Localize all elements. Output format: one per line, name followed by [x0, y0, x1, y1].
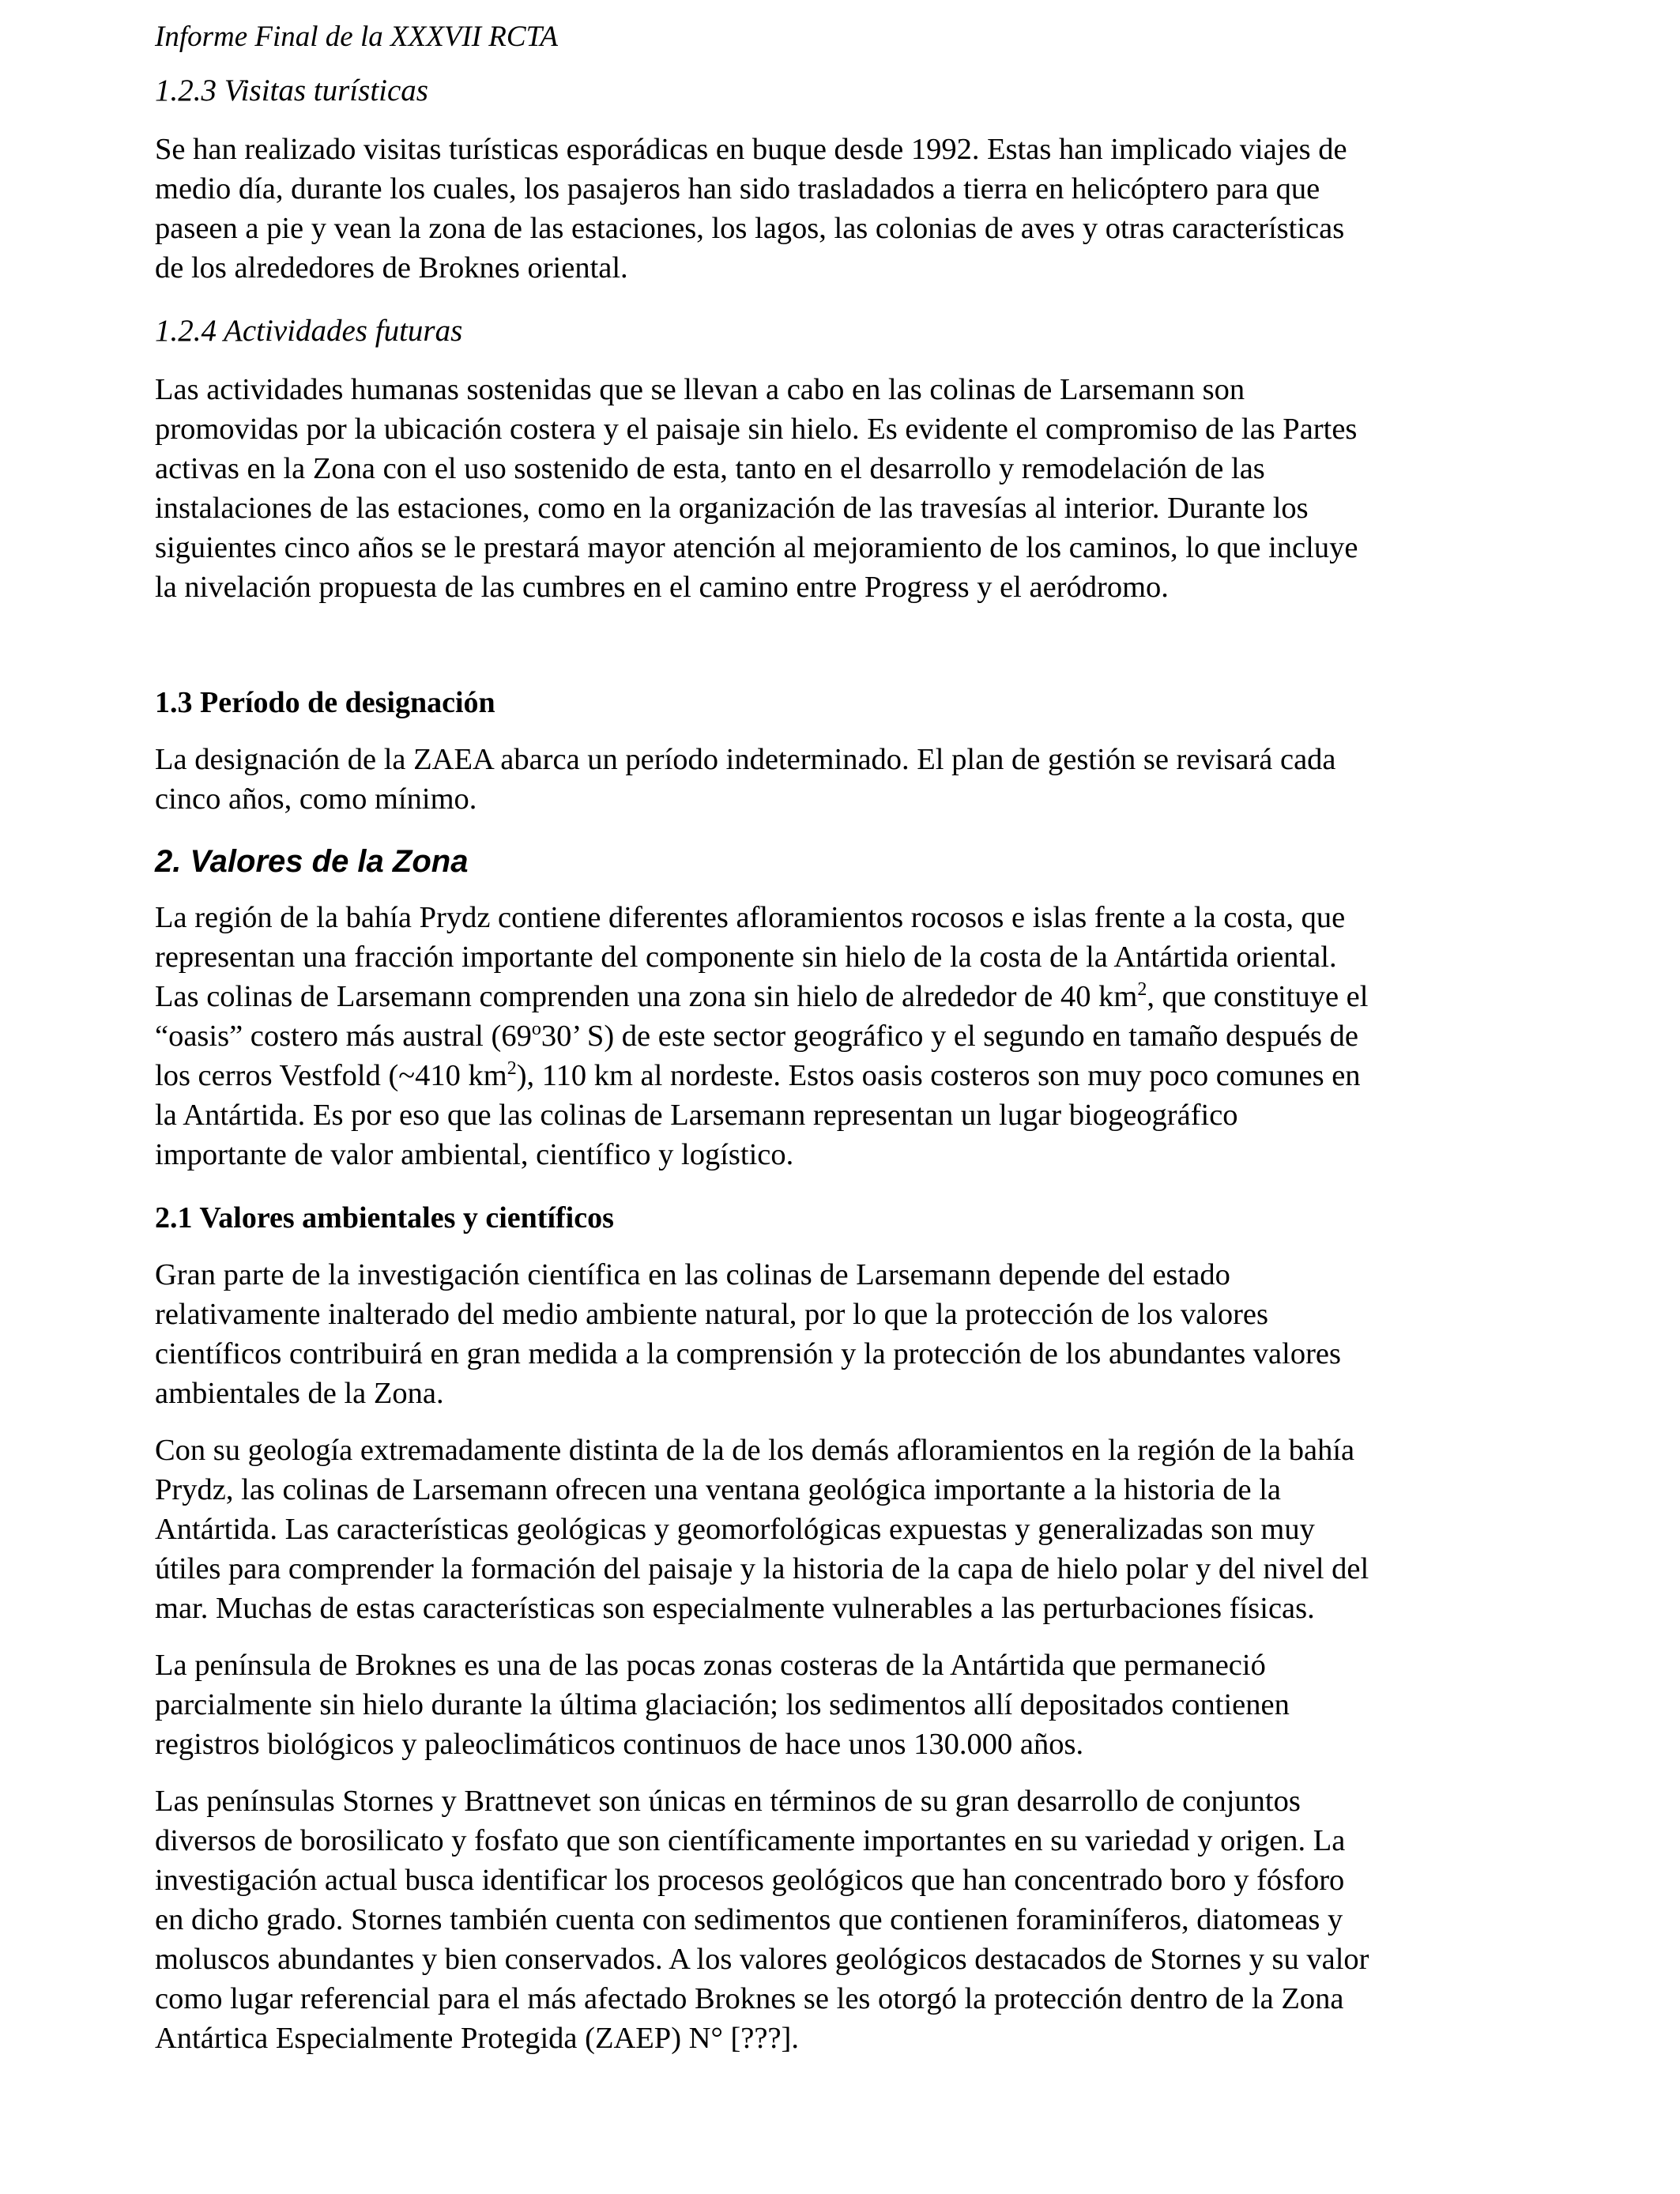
heading-visitas-turisticas: 1.2.3 Visitas turísticas	[155, 74, 428, 107]
paragraph-actividades-futuras: Las actividades humanas sostenidas que se llevan a cabo en las colinas de Larsemann son promovidas por la ubicación costera y el paisaje sin hielo. Es evidente el compromiso de las Partes activas en la Zona con el uso sostenido de esta, tanto en el desarrollo y remodelación de las instalaciones de las estaciones, como en la organización de las travesías al interior. Durante los siguientes cinco años se le prestará mayor atención al mejoramiento de los caminos, lo que incluye la nivelación propuesta de las cumbres en el camino entre Progress y el aeródromo.	[155, 373, 1358, 604]
running-header: Informe Final de la XXXVII RCTA	[155, 21, 559, 53]
heading-actividades-futuras: 1.2.4 Actividades futuras	[155, 314, 463, 348]
heading-valores-zona: 2. Valores de la Zona	[155, 844, 469, 879]
paragraph-ambientales-3: La península de Broknes es una de las pocas zonas costeras de la Antártida que permaneció parcialmente sin hielo durante la última glaciación; los sedimentos allí depositados contienen registros biológicos y paleoclimáticos continuos de hace unos 130.000 años.	[155, 1649, 1290, 1761]
superscript-km2: 2	[1137, 979, 1147, 1000]
superscript-degree: o	[531, 1019, 541, 1039]
paragraph-valores-zona: La región de la bahía Prydz contiene diferentes afloramientos rocosos e islas frente a la costa, que representan una fracción importante del componente sin hielo de la costa de la Antártida oriental. Las colinas de Larsemann comprenden una zona sin hielo de alrededor de 40 $km^2$, que constituye el “oasis” costero más austral (69$^o$30’ S) de este sector geográfico y el segundo en tamaño después de los cerros Vestfold (~410 $km^2$), 110 km al nordeste. Estos oasis costeros son muy poco comunes en la Antártida. Es por eso que las colinas de Larsemann representan un lugar biogeográfico importante de valor ambiental, científico y logístico.	[155, 901, 1369, 1171]
heading-valores-ambientales: 2.1 Valores ambientales y científicos	[155, 1201, 614, 1235]
paragraph-visitas-turisticas: Se han realizado visitas turísticas esporádicas en buque desde 1992. Estas han implicado viajes de medio día, durante los cuales, los pasajeros han sido trasladados a tierra en helicóptero para que paseen a pie y vean la zona de las estaciones, los lagos, las colonias de aves y otras características de los alrededores de Broknes oriental.	[155, 133, 1347, 285]
paragraph-periodo-designacion: La designación de la ZAEA abarca un período indeterminado. El plan de gestión se revisará cada cinco años, como mínimo.	[155, 743, 1336, 816]
document-page	[155, 17, 1530, 2058]
superscript-km2: 2	[507, 1058, 517, 1079]
paragraph-ambientales-1: Gran parte de la investigación científica en las colinas de Larsemann depende del estado relativamente inalterado del medio ambiente natural, por lo que la protección de los valores científicos contribuirá en gran medida a la comprensión y la protección de los abundantes valores ambientales de la Zona.	[155, 1258, 1341, 1410]
paragraph-ambientales-4: Las penínsulas Stornes y Brattnevet son únicas en términos de su gran desarrollo de conjuntos diversos de borosilicato y fosfato que son científicamente importantes en su variedad y origen. La investigación actual busca identificar los procesos geológicos que han concentrado boro y fósforo en dicho grado. Stornes también cuenta con sedimentos que contienen foraminíferos, diatomeas y moluscos abundantes y bien conservados. A los valores geológicos destacados de Stornes y su valor como lugar referencial para el más afectado Broknes se les otorgó la protección dentro de la Zona Antártica Especialmente Protegida (ZAEP) N° [???].	[155, 1785, 1369, 2055]
heading-periodo-designacion: 1.3 Período de designación	[155, 686, 495, 719]
paragraph-ambientales-2: Con su geología extremadamente distinta de la de los demás afloramientos en la región de la bahía Prydz, las colinas de Larsemann ofrecen una ventana geológica importante a la historia de la Antártida. Las características geológicas y geomorfológicas expuestas y generalizadas son muy útiles para comprender la formación del paisaje y la historia de la capa de hielo polar y del nivel del mar. Muchas de estas características son especialmente vulnerables a las perturbaciones físicas.	[155, 1434, 1369, 1625]
